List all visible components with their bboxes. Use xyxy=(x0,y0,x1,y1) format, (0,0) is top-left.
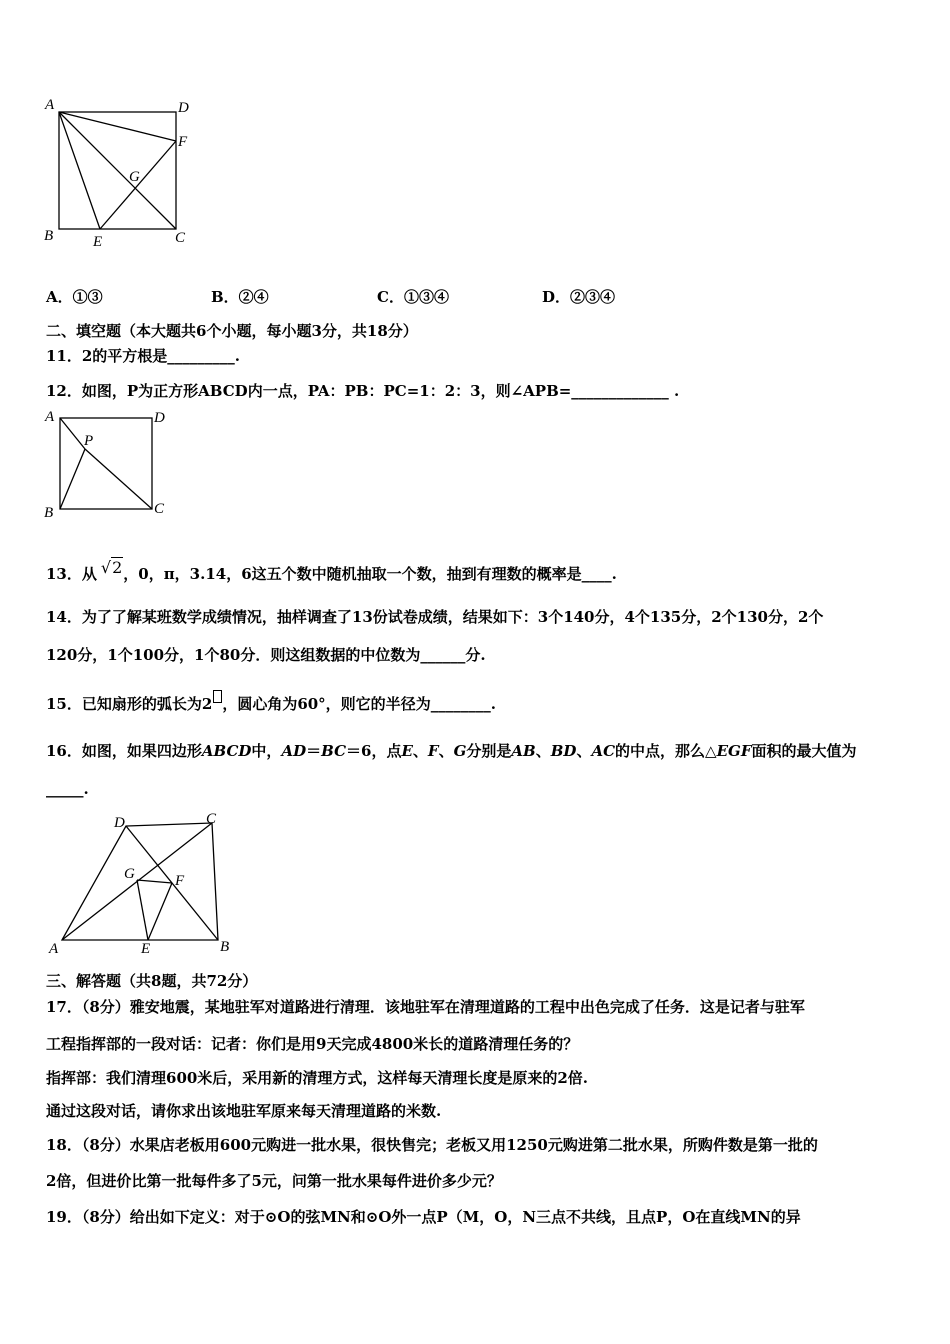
q16-eq: ＝ xyxy=(306,742,322,760)
question-19-line-1: 19．（8分）给出如下定义：对于⊙O的弦MN和⊙O外一点P（M，O，N三点不共线，且点P，O在直线MN的异 xyxy=(46,1208,801,1226)
q16-egf: EGF xyxy=(716,742,752,760)
segment-ge xyxy=(137,880,148,940)
q13-prefix: 13．从 xyxy=(46,565,97,583)
label-c: C xyxy=(206,811,217,827)
q15-suffix: ，圆心角为60°，则它的半径为________. xyxy=(222,695,496,713)
label-d: D xyxy=(154,410,165,426)
square-abcd xyxy=(60,418,152,509)
segment-ef xyxy=(100,141,176,229)
label-e: E xyxy=(141,941,151,957)
segment-af xyxy=(59,112,176,141)
figure-quadrilateral xyxy=(40,808,240,960)
q16-sep-4: 、 xyxy=(576,742,592,760)
label-a: A xyxy=(45,97,55,113)
question-17-line-2: 工程指挥部的一段对话：记者：你们是用9天完成4800米长的道路清理任务的？ xyxy=(46,1035,579,1053)
segment-ae xyxy=(59,112,100,229)
question-12: 12．如图，P为正方形ABCD内一点，PA：PB：PC=1：2：3，则∠APB=_____________ . xyxy=(46,382,680,400)
option-d: D．②③④ xyxy=(542,288,616,306)
question-14-line-1: 14．为了了解某班数学成绩情况，抽样调查了13份试卷成绩，结果如下：3个140分，4个135分，2个130分，2个 xyxy=(46,608,824,626)
q16-text-5: 的中点，那么△ xyxy=(615,742,717,760)
segment-pc xyxy=(85,449,152,509)
question-17-line-4: 通过这段对话，请你求出该地驻军原来每天清理道路的米数. xyxy=(46,1102,442,1120)
q16-sep-1: 、 xyxy=(412,742,428,760)
sqrt-radicand: 2 xyxy=(112,558,123,577)
label-g: G xyxy=(129,169,140,185)
q16-text-2: 中， xyxy=(251,742,282,760)
q16-ab: AB xyxy=(511,742,536,760)
option-c: C．①③④ xyxy=(377,288,449,306)
missing-glyph-box xyxy=(213,690,222,703)
question-17-line-3: 指挥部：我们清理600米后，采用新的清理方式，这样每天清理长度是原来的2倍. xyxy=(46,1069,588,1087)
q16-text-4: 分别是 xyxy=(466,742,512,760)
label-a: A xyxy=(45,409,55,425)
question-11: 11．2的平方根是_________. xyxy=(46,347,241,365)
label-c: C xyxy=(175,230,186,246)
label-f: F xyxy=(175,873,185,889)
q16-sep-2: 、 xyxy=(438,742,454,760)
figure-square-efg xyxy=(40,95,200,255)
question-18-line-2: 2倍，但进价比第一批每件多了5元，问第一批水果每件进价多少元？ xyxy=(46,1172,502,1190)
question-13 xyxy=(46,558,617,584)
q16-bc: BC xyxy=(321,742,347,760)
label-c: C xyxy=(154,501,165,517)
option-a: A．①③ xyxy=(46,288,103,306)
q16-text-1: 16．如图，如果四边形 xyxy=(46,742,202,760)
label-b: B xyxy=(220,939,230,955)
q16-text-3: ＝6，点 xyxy=(346,742,402,760)
q16-text-6: 面积的最大值为 xyxy=(751,742,857,760)
segment-fe xyxy=(148,883,172,940)
option-b: B．②④ xyxy=(211,288,269,306)
question-17-line-1: 17．（8分）雅安地震，某地驻军对道路进行清理．该地驻军在清理道路的工程中出色完成了任务．这是记者与驻军 xyxy=(46,998,805,1016)
segment-pa xyxy=(60,418,85,449)
label-p: P xyxy=(84,433,94,449)
question-14-line-2: 120分，1个100分，1个80分．则这组数据的中位数为______分. xyxy=(46,646,486,664)
section-2-title: 二、填空题（本大题共6个小题，每小题3分，共18分） xyxy=(46,322,418,340)
section-3-title: 三、解答题（共8题，共72分） xyxy=(46,972,258,990)
q16-f: F xyxy=(427,742,439,760)
label-g: G xyxy=(124,866,135,882)
label-b: B xyxy=(44,505,54,521)
label-e: E xyxy=(93,234,103,250)
q16-ac: AC xyxy=(591,742,616,760)
q16-ad: AD xyxy=(281,742,307,760)
question-16-line-2: _____. xyxy=(46,780,89,798)
question-18-line-1: 18．（8分）水果店老板用600元购进一批水果，很快售完；老板又用1250元购进第二批水果，所购件数是第一批的 xyxy=(46,1136,818,1154)
q16-sep-3: 、 xyxy=(535,742,551,760)
question-16-line-1 xyxy=(46,740,857,761)
segment-pb xyxy=(60,449,85,509)
q15-prefix: 15．已知扇形的弧长为2 xyxy=(46,695,213,713)
q16-g: G xyxy=(453,742,467,760)
sqrt-2: √2 xyxy=(100,558,123,577)
segment-ac xyxy=(59,112,176,229)
label-d: D xyxy=(114,815,125,831)
segment-gf xyxy=(137,880,172,883)
label-a: A xyxy=(49,941,59,957)
label-b: B xyxy=(44,228,54,244)
label-f: F xyxy=(178,134,188,150)
q13-suffix: ，0，π，3.14，6这五个数中随机抽取一个数，抽到有理数的概率是____. xyxy=(123,565,617,583)
question-15 xyxy=(46,690,496,714)
q16-bd: BD xyxy=(550,742,577,760)
label-d: D xyxy=(178,100,189,116)
q16-e: E xyxy=(401,742,413,760)
q16-abcd: ABCD xyxy=(201,742,252,760)
figure-square-p xyxy=(40,405,180,525)
